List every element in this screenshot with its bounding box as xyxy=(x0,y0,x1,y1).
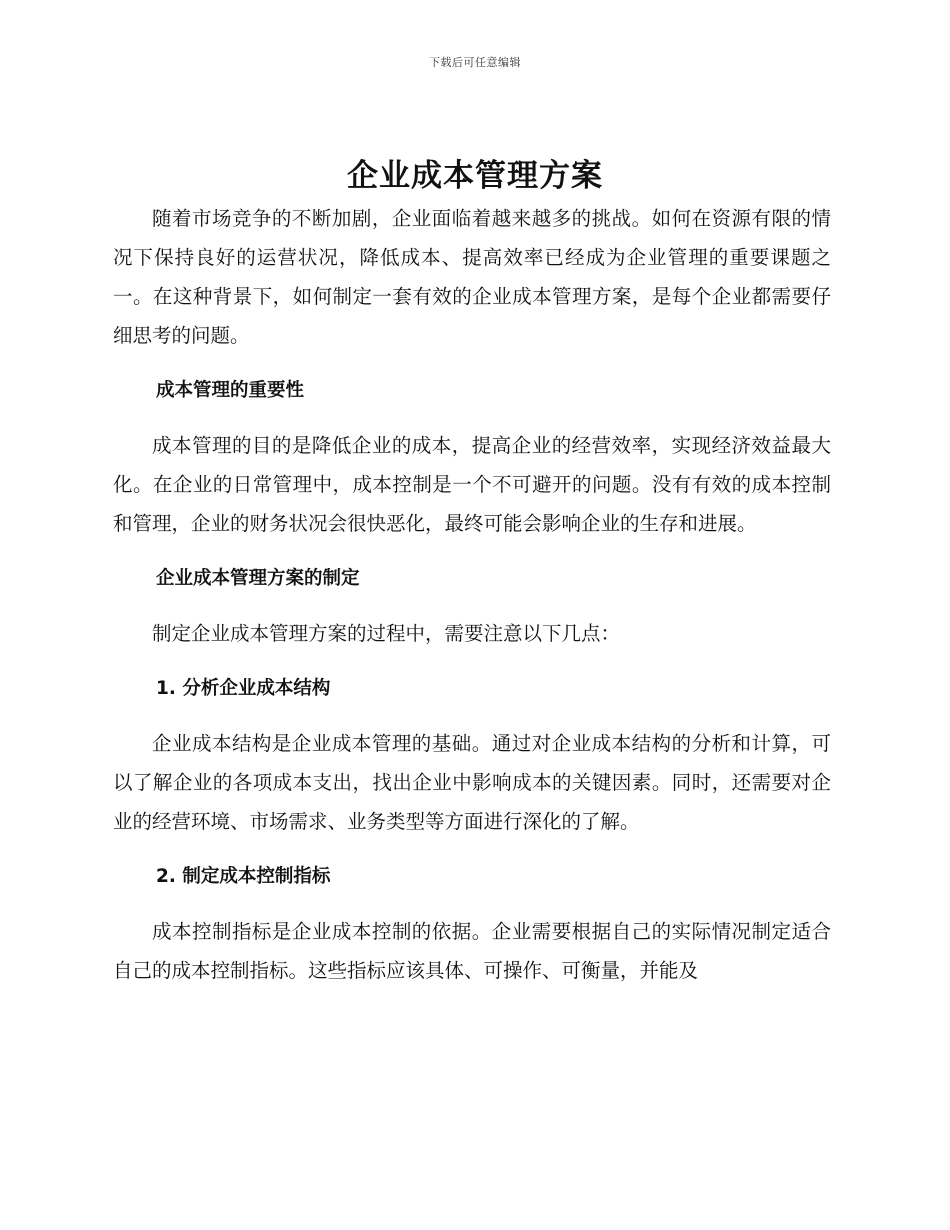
page-header: 下载后可任意编辑 xyxy=(429,56,521,69)
document-body xyxy=(113,199,831,990)
point-paragraph-control-indicators: 成本控制指标是企业成本控制的依据。企业需要根据自己的实际情况制定适合自己的成本控制指标。这些指标应该具体、可操作、可衡量，并能及 xyxy=(113,920,831,982)
section-paragraph-importance: 成本管理的目的是降低企业的成本，提高企业的经营效率，实现经济效益最大化。在企业的日常管理中，成本控制是一个不可避开的问题。没有有效的成本控制和管理，企业的财务状况会很快恶化，最终可能会影响企业的生存和进展。 xyxy=(113,434,831,535)
section-heading-importance: 成本管理的重要性 xyxy=(156,380,305,401)
intro-paragraph: 随着市场竞争的不断加剧，企业面临着越来越多的挑战。如何在资源有限的情况下保持良好的运营状况，降低成本、提高效率已经成为企业管理的重要课题之一。在这种背景下，如何制定一套有效的企业成本管理方案，是每个企业都需要仔细思考的问题。 xyxy=(113,207,831,347)
point-heading-cost-structure: 1. 分析企业成本结构 xyxy=(156,678,331,699)
document-title: 企业成本管理方案 xyxy=(347,158,603,194)
section-paragraph-formulation: 制定企业成本管理方案的过程中，需要注意以下几点： xyxy=(152,622,621,645)
section-heading-formulation: 企业成本管理方案的制定 xyxy=(156,568,360,589)
point-heading-control-indicators: 2. 制定成本控制指标 xyxy=(156,866,331,887)
point-paragraph-cost-structure: 企业成本结构是企业成本管理的基础。通过对企业成本结构的分析和计算，可以了解企业的各项成本支出，找出企业中影响成本的关键因素。同时，还需要对企业的经营环境、市场需求、业务类型等方面进行深化的了解。 xyxy=(113,732,831,833)
